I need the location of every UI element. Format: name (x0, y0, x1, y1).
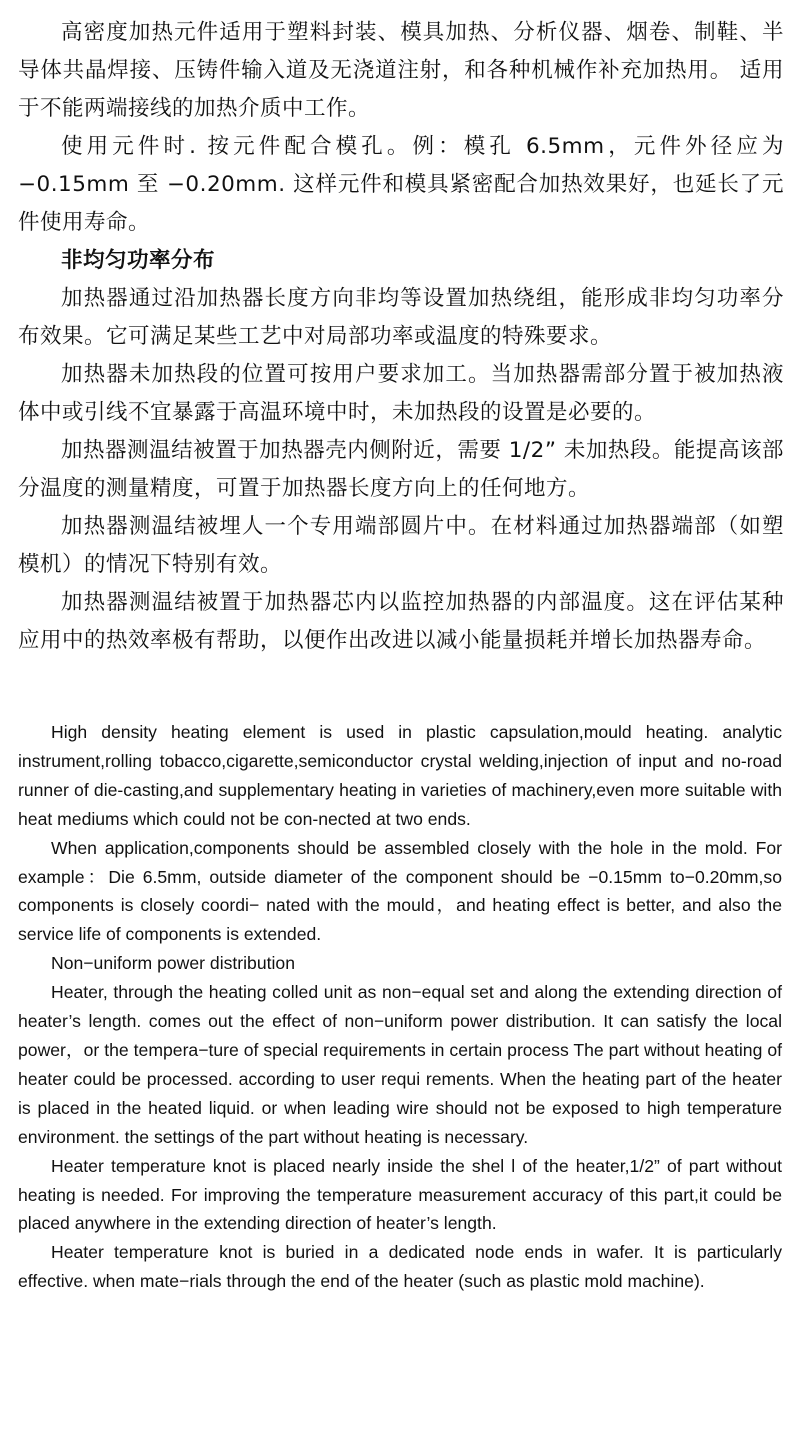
zh-paragraph-thermocouple-sheath: 加热器测温结被置于加热器壳内侧附近，需要 1/2” 未加热段。能提高该部分温度的测量精度，可置于加热器长度方向上的任何地方。 (18, 438, 784, 501)
zh-paragraph-thermocouple-core: 加热器测温结被置于加热器芯内以监控加热器的内部温度。这在评估某种应用中的热效率极有帮助，以便作出改进以减小能量损耗并增长加热器寿命。 (18, 590, 784, 653)
zh-paragraph-unheated-section: 加热器未加热段的位置可按用户要求加工。当加热器需部分置于被加热液体中或引线不宜暴露于高温环境中时，未加热段的设置是必要的。 (18, 362, 784, 425)
zh-paragraph-thermocouple-disc: 加热器测温结被埋人一个专用端部圆片中。在材料通过加热器端部（如塑模机）的情况下特别有效。 (18, 514, 784, 577)
zh-paragraph-power-distribution: 加热器通过沿加热器长度方向非均等设置加热绕组，能形成非均匀功率分布效果。它可满足某些工艺中对局部功率或温度的特殊要求。 (18, 286, 784, 349)
en-paragraph-power-distribution: Heater, through the heating colled unit as non−equal set and along the extending direction of heater’s length. comes out the effect of non−uniform power distribution. It can satisfy the local power，or the tempera−ture of special requirements in certain process The part without heating of heater could be processed. according to user requi rements. When the heating part of the heater is placed in the heated liquid. or when leading wire should not be exposed to high temperature environment. the settings of the part without heating is necessary. (18, 982, 782, 1147)
english-text-section (18, 718, 782, 1296)
zh-heading-non-uniform-power: 非均匀功率分布 (61, 248, 216, 273)
chinese-text-section (18, 14, 784, 660)
zh-paragraph-applications: 高密度加热元件适用于塑料封装、模具加热、分析仪器、烟卷、制鞋、半导体共晶焊接、压铸件输入道及无浇道注射，和各种机械作补充加热用。 适用于不能两端接线的加热介质中工作。 (18, 20, 784, 121)
zh-paragraph-usage: 使用元件时. 按元件配合模孔。例：模孔 6.5mm，元件外径应为 −0.15mm 至 −0.20mm. 这样元件和模具紧密配合加热效果好，也延长了元件使用寿命。 (18, 134, 784, 235)
en-heading-non-uniform-power: Non−uniform power distribution (51, 953, 295, 974)
en-paragraph-usage: When application,components should be assembled closely with the hole in the mold. For example：Die 6.5mm, outside diameter of the component should be −0.15mm to−0.20mm,so components is closely coordi− nated with the mould，and heating effect is better, and also the service life of components is extended. (18, 837, 782, 945)
en-paragraph-thermocouple-sheath: Heater temperature knot is placed nearly inside the shel l of the heater,1/2” of part without heating is needed. For improving the temperature measurement accuracy of this part,it could be placed anywhere in the extending direction of heater’s length. (18, 1155, 782, 1234)
en-paragraph-applications: High density heating element is used in plastic capsulation,mould heating. analytic instrument,rolling tobacco,cigarette,semiconductor crystal welding,injection of input and no-road runner of die-casting,and supplementary heating in varieties of machinery,even more suitable with heat mediums which could not be con-nected at two ends. (18, 722, 782, 829)
en-paragraph-thermocouple-disc: Heater temperature knot is buried in a dedicated node ends in wafer. It is particularly effective. when mate−rials through the end of the heater (such as plastic mold machine). (18, 1242, 782, 1292)
